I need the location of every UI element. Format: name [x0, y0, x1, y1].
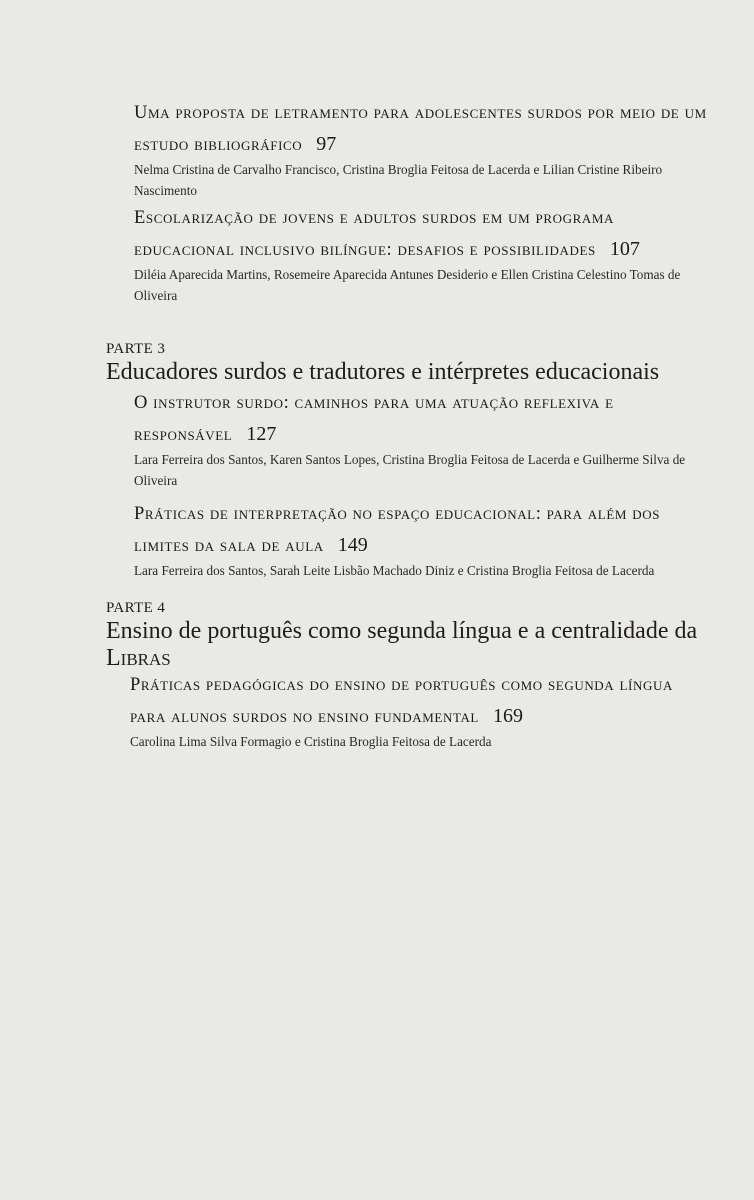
entry-title-text: O instrutor surdo: caminhos para uma atuação reflexiva e responsável [134, 393, 614, 445]
toc-entry [134, 98, 714, 201]
entry-authors: Nelma Cristina de Carvalho Francisco, Cristina Broglia Feitosa de Lacerda e Lilian Cristine Ribeiro Nascimento [134, 162, 663, 198]
part-heading [106, 339, 726, 386]
entry-authors: Carolina Lima Silva Formagio e Cristina Broglia Feitosa de Lacerda [130, 734, 492, 749]
entry-authors: Lara Ferreira dos Santos, Karen Santos Lopes, Cristina Broglia Feitosa de Lacerda e Guilherme Silva de Oliveira [134, 452, 686, 488]
toc-entry [134, 203, 714, 306]
entry-authors: Lara Ferreira dos Santos, Sarah Leite Lisbão Machado Diniz e Cristina Broglia Feitosa de Lacerda [134, 563, 655, 578]
entry-page-number: 149 [337, 534, 368, 556]
toc-entry [130, 670, 710, 752]
entry-page-number: 97 [316, 133, 337, 155]
entry-page-number: 127 [246, 423, 277, 445]
toc-entry [134, 499, 714, 581]
entry-title [130, 670, 710, 733]
entry-title [134, 203, 714, 266]
part-title-libras: Libras [106, 645, 171, 671]
part-heading [106, 598, 726, 672]
entry-title-text: Escolarização de jovens e adultos surdos em um programa educacional inclusivo bilíngue: desafios e possibilidades [134, 208, 615, 260]
entry-page-number: 107 [609, 238, 640, 260]
part-title [106, 618, 726, 672]
entry-title [134, 499, 714, 562]
part-title: Educadores surdos e tradutores e intérpretes educacionais [106, 359, 660, 385]
entry-page-number: 169 [492, 705, 523, 727]
toc-entry [134, 388, 714, 491]
part-label: PARTE 3 [106, 341, 166, 357]
entry-title-text: Práticas pedagógicas do ensino de português como segunda língua para alunos surdos no ensino fundamental [130, 675, 673, 727]
entry-title-text: Práticas de interpretação no espaço educacional: para além dos limites da sala de aula [134, 504, 661, 556]
entry-title-text: Uma proposta de letramento para adolescentes surdos por meio de um estudo bibliográfico [134, 103, 707, 155]
entry-title [134, 98, 714, 161]
entry-title [134, 388, 714, 451]
part-title-text: Ensino de português como segunda língua e a centralidade da [106, 618, 698, 644]
part-label: PARTE 4 [106, 600, 166, 616]
entry-authors: Diléia Aparecida Martins, Rosemeire Aparecida Antunes Desiderio e Ellen Cristina Celestino Tomas de Oliveira [134, 267, 681, 303]
